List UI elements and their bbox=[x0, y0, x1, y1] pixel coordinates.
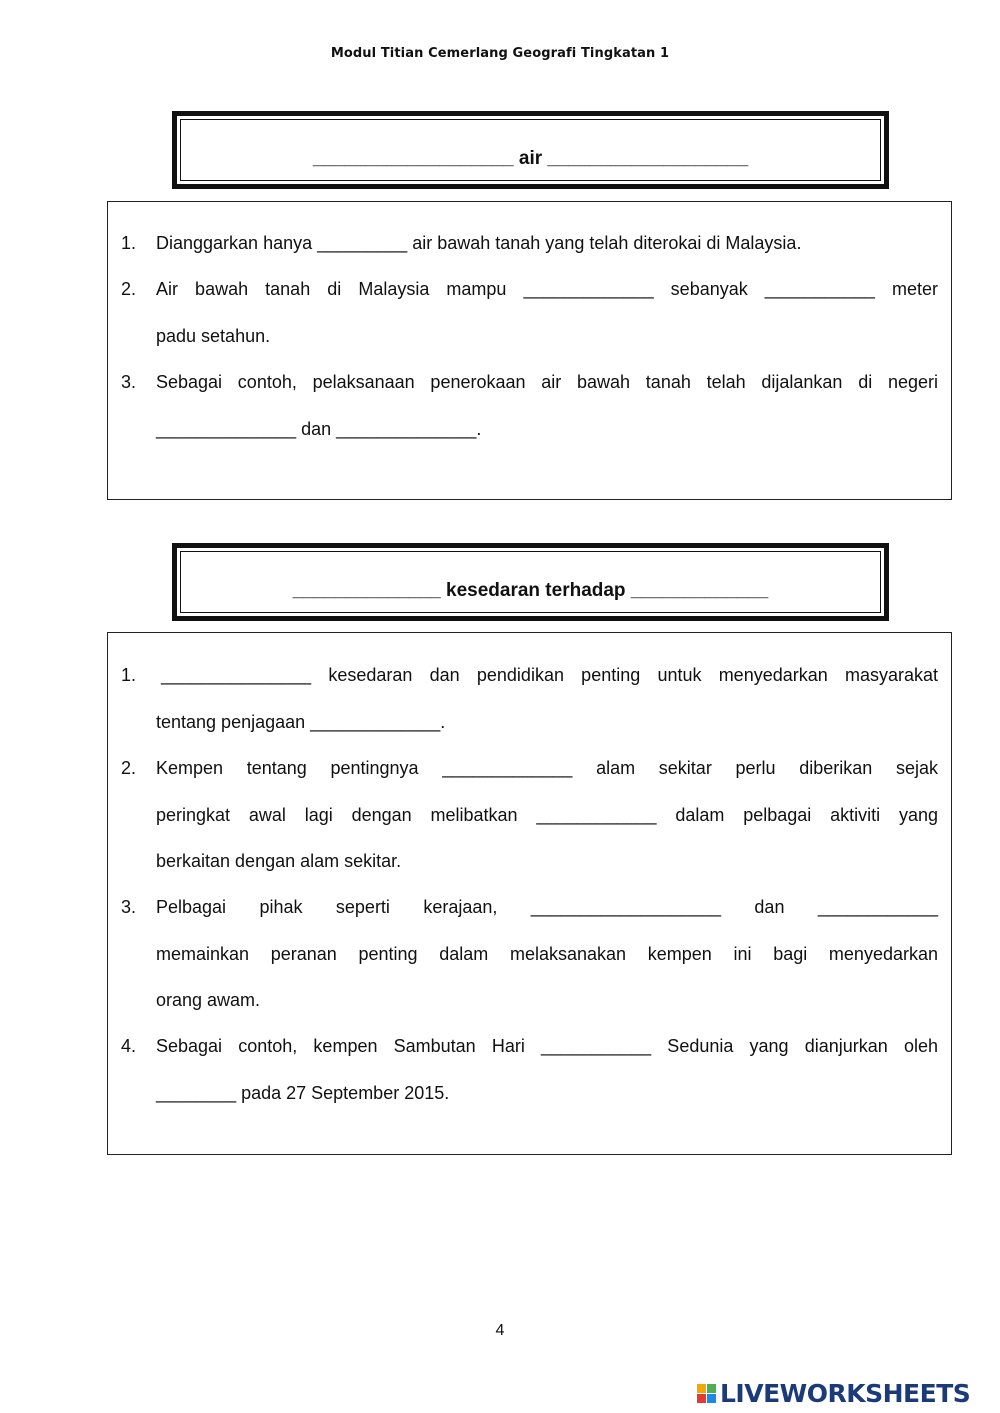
section1-heading-box bbox=[172, 111, 889, 189]
list-item bbox=[121, 1023, 938, 1116]
item-number: 3. bbox=[121, 897, 137, 917]
item-number: 1. bbox=[121, 665, 137, 685]
item-text-line1: Air bawah tanah di Malaysia mampu _____________ sebanyak ___________ meter bbox=[156, 279, 938, 299]
section2-content-box bbox=[107, 632, 952, 1155]
liveworksheets-logo-icon bbox=[697, 1384, 716, 1403]
item-text-line2: memainkan peranan penting dalam melaksanakan kempen ini bagi menyedarkan bbox=[156, 943, 938, 964]
section2-heading-box bbox=[172, 543, 889, 621]
item-text-line2: peringkat awal lagi dengan melibatkan ____________ dalam pelbagai aktiviti yang bbox=[156, 804, 938, 825]
item-text-line2: ______________ dan ______________. bbox=[156, 418, 482, 439]
list-item bbox=[121, 266, 938, 359]
item-number: 3. bbox=[121, 372, 137, 392]
item-text-line1: Sebagai contoh, pelaksanaan penerokaan air bawah tanah telah dijalankan di negeri bbox=[156, 372, 938, 392]
list-item bbox=[121, 652, 938, 745]
document-header-title: Modul Titian Cemerlang Geografi Tingkatan 1 bbox=[330, 46, 670, 61]
section1-heading: ___________________ air ___________________ bbox=[312, 148, 749, 169]
item-text-line3: orang awam. bbox=[156, 990, 261, 1010]
section2-heading: ______________ kesedaran terhadap _____________ bbox=[292, 580, 769, 601]
list-item bbox=[121, 359, 938, 452]
item-number: 4. bbox=[121, 1036, 137, 1056]
item-number: 1. bbox=[121, 233, 137, 253]
list-item bbox=[121, 884, 938, 1024]
list-item bbox=[121, 745, 938, 885]
section1-content-box bbox=[107, 201, 952, 500]
item-text-line2: tentang penjagaan _____________. bbox=[156, 711, 446, 732]
item-text-line3: berkaitan dengan alam sekitar. bbox=[156, 851, 402, 871]
item-text-line1: Pelbagai pihak seperti kerajaan, ___________________ dan ____________ bbox=[156, 897, 938, 917]
liveworksheets-logo-text: LIVEWORKSHEETS bbox=[720, 1378, 971, 1408]
item-text-line2: padu setahun. bbox=[156, 325, 271, 346]
page-number: 4 bbox=[495, 1322, 505, 1339]
list-item bbox=[121, 220, 938, 267]
item-number: 2. bbox=[121, 758, 137, 778]
liveworksheets-logo bbox=[697, 1378, 970, 1408]
item-text-line1: Sebagai contoh, kempen Sambutan Hari ___________ Sedunia yang dianjurkan oleh bbox=[156, 1036, 938, 1056]
item-text: Dianggarkan hanya _________ air bawah tanah yang telah diterokai di Malaysia. bbox=[156, 233, 802, 253]
item-text-line2: ________ pada 27 September 2015. bbox=[156, 1082, 450, 1103]
item-text-line1: Kempen tentang pentingnya _____________ alam sekitar perlu diberikan sejak bbox=[156, 758, 938, 778]
item-number: 2. bbox=[121, 279, 137, 299]
item-text-line1: _______________ kesedaran dan pendidikan penting untuk menyedarkan masyarakat bbox=[161, 665, 938, 685]
